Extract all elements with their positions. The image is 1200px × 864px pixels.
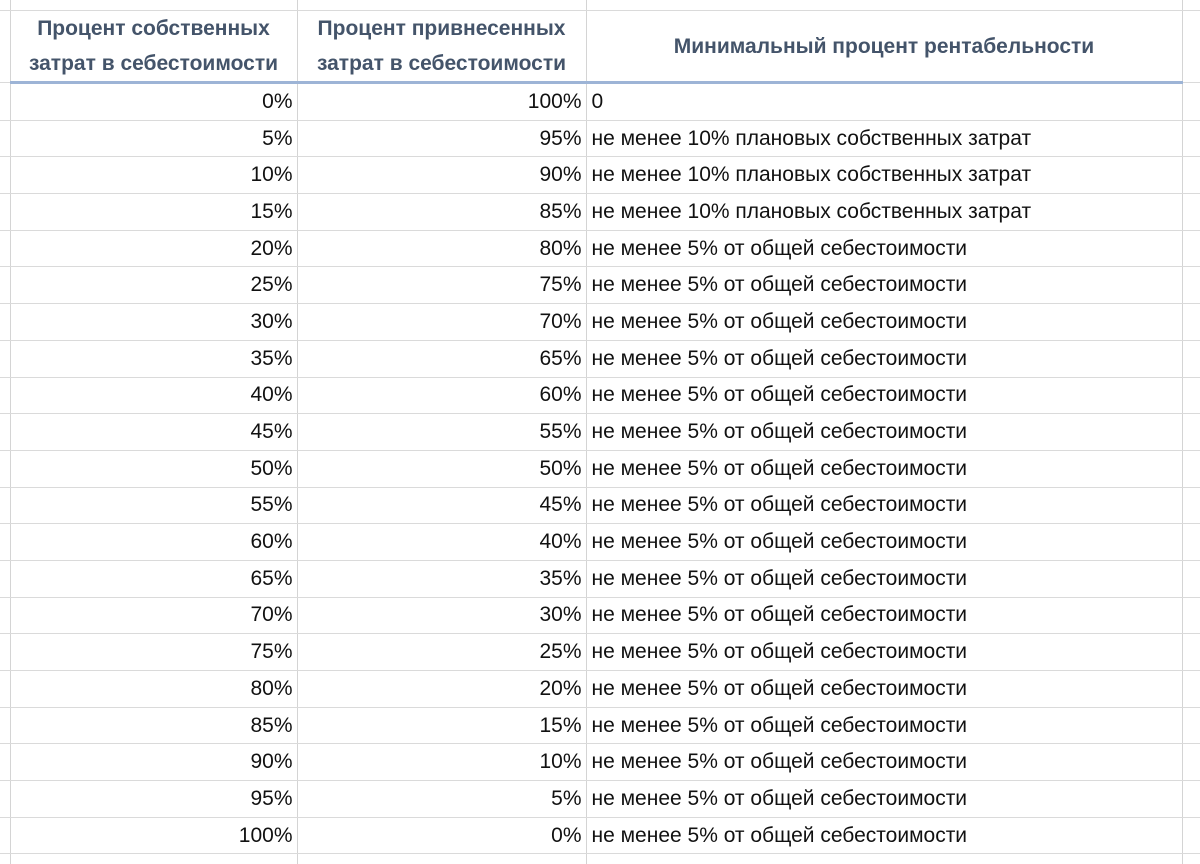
cell[interactable] — [1182, 744, 1200, 781]
cell[interactable] — [0, 744, 10, 781]
min-profitability-cell[interactable]: не менее 5% от общей себестоимости — [586, 267, 1182, 304]
header-attracted-costs[interactable]: Процент привнесенных затрат в себестоимости — [297, 11, 586, 83]
cell[interactable] — [1182, 671, 1200, 708]
min-profitability-cell[interactable]: не менее 5% от общей себестоимости — [586, 634, 1182, 671]
own-costs-cell[interactable]: 75% — [10, 634, 297, 671]
cell[interactable] — [1182, 597, 1200, 634]
table-row — [0, 377, 1200, 414]
cell[interactable] — [1182, 634, 1200, 671]
own-costs-cell[interactable]: 70% — [10, 597, 297, 634]
cell[interactable] — [1182, 377, 1200, 414]
table-row — [0, 597, 1200, 634]
own-costs-cell[interactable]: 5% — [10, 120, 297, 157]
min-profitability-cell[interactable]: не менее 5% от общей себестоимости — [586, 707, 1182, 744]
min-profitability-cell[interactable]: не менее 5% от общей себестоимости — [586, 524, 1182, 561]
table-row — [0, 157, 1200, 194]
top-empty-row — [0, 0, 1200, 11]
cell[interactable] — [0, 560, 10, 597]
table-row — [0, 781, 1200, 818]
attracted-costs-cell[interactable]: 25% — [297, 634, 586, 671]
own-costs-cell[interactable]: 65% — [10, 560, 297, 597]
own-costs-cell[interactable]: 15% — [10, 194, 297, 231]
attracted-costs-cell[interactable]: 100% — [297, 83, 586, 121]
cell[interactable] — [1182, 340, 1200, 377]
table-row — [0, 450, 1200, 487]
min-profitability-cell[interactable]: не менее 5% от общей себестоимости — [586, 340, 1182, 377]
cell[interactable] — [297, 0, 586, 11]
attracted-costs-cell[interactable]: 10% — [297, 744, 586, 781]
own-costs-cell[interactable]: 20% — [10, 230, 297, 267]
table-row — [0, 817, 1200, 854]
attracted-costs-cell[interactable]: 55% — [297, 414, 586, 451]
cell[interactable] — [1182, 11, 1200, 83]
header-min-profitability[interactable]: Минимальный процент рентабельности — [586, 11, 1182, 83]
cell[interactable] — [1182, 450, 1200, 487]
min-profitability-cell[interactable]: не менее 5% от общей себестоимости — [586, 414, 1182, 451]
cell[interactable] — [0, 854, 10, 864]
table-row — [0, 707, 1200, 744]
table-row — [0, 304, 1200, 341]
attracted-costs-cell[interactable]: 40% — [297, 524, 586, 561]
cell[interactable] — [0, 707, 10, 744]
cell[interactable] — [1182, 487, 1200, 524]
cell[interactable] — [1182, 304, 1200, 341]
own-costs-cell[interactable]: 45% — [10, 414, 297, 451]
cell[interactable] — [0, 194, 10, 231]
table-row — [0, 83, 1200, 121]
own-costs-cell[interactable]: 85% — [10, 707, 297, 744]
attracted-costs-cell[interactable]: 90% — [297, 157, 586, 194]
attracted-costs-cell[interactable]: 30% — [297, 597, 586, 634]
min-profitability-cell[interactable]: не менее 5% от общей себестоимости — [586, 560, 1182, 597]
cell[interactable] — [586, 0, 1182, 11]
cell[interactable] — [0, 634, 10, 671]
min-profitability-cell[interactable]: не менее 10% плановых собственных затрат — [586, 157, 1182, 194]
attracted-costs-cell[interactable]: 50% — [297, 450, 586, 487]
min-profitability-cell[interactable]: не менее 5% от общей себестоимости — [586, 230, 1182, 267]
table-row — [0, 340, 1200, 377]
min-profitability-cell[interactable]: не менее 5% от общей себестоимости — [586, 744, 1182, 781]
table-row — [0, 744, 1200, 781]
own-costs-cell[interactable]: 0% — [10, 83, 297, 121]
attracted-costs-cell[interactable]: 60% — [297, 377, 586, 414]
attracted-costs-cell[interactable]: 80% — [297, 230, 586, 267]
cell[interactable] — [1182, 414, 1200, 451]
table-row — [0, 414, 1200, 451]
min-profitability-cell[interactable]: не менее 5% от общей себестоимости — [586, 377, 1182, 414]
own-costs-cell[interactable]: 40% — [10, 377, 297, 414]
min-profitability-cell[interactable]: не менее 5% от общей себестоимости — [586, 671, 1182, 708]
table-row — [0, 230, 1200, 267]
table-row — [0, 634, 1200, 671]
own-costs-cell[interactable]: 35% — [10, 340, 297, 377]
cell[interactable] — [10, 854, 297, 864]
cell[interactable] — [1182, 817, 1200, 854]
attracted-costs-cell[interactable]: 45% — [297, 487, 586, 524]
min-profitability-cell[interactable]: не менее 10% плановых собственных затрат — [586, 120, 1182, 157]
table-row — [0, 487, 1200, 524]
cell[interactable] — [0, 377, 10, 414]
cell[interactable] — [1182, 230, 1200, 267]
cell[interactable] — [0, 11, 10, 83]
cell[interactable] — [297, 854, 586, 864]
cell[interactable] — [1182, 157, 1200, 194]
cell[interactable] — [0, 524, 10, 561]
table-row — [0, 267, 1200, 304]
header-own-costs[interactable]: Процент собственных затрат в себестоимости — [10, 11, 297, 83]
attracted-costs-cell[interactable]: 95% — [297, 120, 586, 157]
cell[interactable] — [0, 0, 10, 11]
cell[interactable] — [0, 781, 10, 818]
own-costs-cell[interactable]: 90% — [10, 744, 297, 781]
cell[interactable] — [0, 450, 10, 487]
min-profitability-cell[interactable]: не менее 5% от общей себестоимости — [586, 450, 1182, 487]
table-row — [0, 194, 1200, 231]
cell[interactable] — [586, 854, 1182, 864]
cell[interactable] — [0, 597, 10, 634]
attracted-costs-cell[interactable]: 65% — [297, 340, 586, 377]
header-row — [0, 11, 1200, 83]
attracted-costs-cell[interactable]: 15% — [297, 707, 586, 744]
attracted-costs-cell[interactable]: 0% — [297, 817, 586, 854]
own-costs-cell[interactable]: 25% — [10, 267, 297, 304]
own-costs-cell[interactable]: 30% — [10, 304, 297, 341]
cell[interactable] — [1182, 0, 1200, 11]
cell[interactable] — [1182, 560, 1200, 597]
own-costs-cell[interactable]: 55% — [10, 487, 297, 524]
cell[interactable] — [1182, 781, 1200, 818]
min-profitability-cell[interactable]: не менее 10% плановых собственных затрат — [586, 194, 1182, 231]
min-profitability-cell[interactable]: не менее 5% от общей себестоимости — [586, 304, 1182, 341]
own-costs-cell[interactable]: 100% — [10, 817, 297, 854]
attracted-costs-cell[interactable]: 35% — [297, 560, 586, 597]
cell[interactable] — [0, 304, 10, 341]
cell[interactable] — [0, 340, 10, 377]
min-profitability-cell[interactable]: не менее 5% от общей себестоимости — [586, 781, 1182, 818]
cell[interactable] — [0, 120, 10, 157]
cell[interactable] — [1182, 524, 1200, 561]
own-costs-cell[interactable]: 60% — [10, 524, 297, 561]
min-profitability-cell[interactable]: 0 — [586, 83, 1182, 121]
min-profitability-cell[interactable]: не менее 5% от общей себестоимости — [586, 487, 1182, 524]
own-costs-cell[interactable]: 95% — [10, 781, 297, 818]
cell[interactable] — [0, 817, 10, 854]
cell[interactable] — [0, 157, 10, 194]
cell[interactable] — [1182, 707, 1200, 744]
cell[interactable] — [0, 83, 10, 121]
table-row — [0, 120, 1200, 157]
cell[interactable] — [1182, 267, 1200, 304]
table-row — [0, 671, 1200, 708]
attracted-costs-cell[interactable]: 5% — [297, 781, 586, 818]
empty-row — [0, 854, 1200, 864]
own-costs-cell[interactable]: 10% — [10, 157, 297, 194]
cell[interactable] — [1182, 120, 1200, 157]
cell[interactable] — [1182, 194, 1200, 231]
cell[interactable] — [1182, 83, 1200, 121]
cell[interactable] — [0, 267, 10, 304]
cell[interactable] — [0, 487, 10, 524]
attracted-costs-cell[interactable]: 70% — [297, 304, 586, 341]
attracted-costs-cell[interactable]: 20% — [297, 671, 586, 708]
own-costs-cell[interactable]: 50% — [10, 450, 297, 487]
min-profitability-cell[interactable]: не менее 5% от общей себестоимости — [586, 597, 1182, 634]
own-costs-cell[interactable]: 80% — [10, 671, 297, 708]
table-row — [0, 524, 1200, 561]
min-profitability-cell[interactable]: не менее 5% от общей себестоимости — [586, 817, 1182, 854]
cell[interactable] — [0, 230, 10, 267]
table-row — [0, 560, 1200, 597]
cell[interactable] — [0, 671, 10, 708]
cell[interactable] — [10, 0, 297, 11]
attracted-costs-cell[interactable]: 85% — [297, 194, 586, 231]
attracted-costs-cell[interactable]: 75% — [297, 267, 586, 304]
cell[interactable] — [1182, 854, 1200, 864]
cell[interactable] — [0, 414, 10, 451]
